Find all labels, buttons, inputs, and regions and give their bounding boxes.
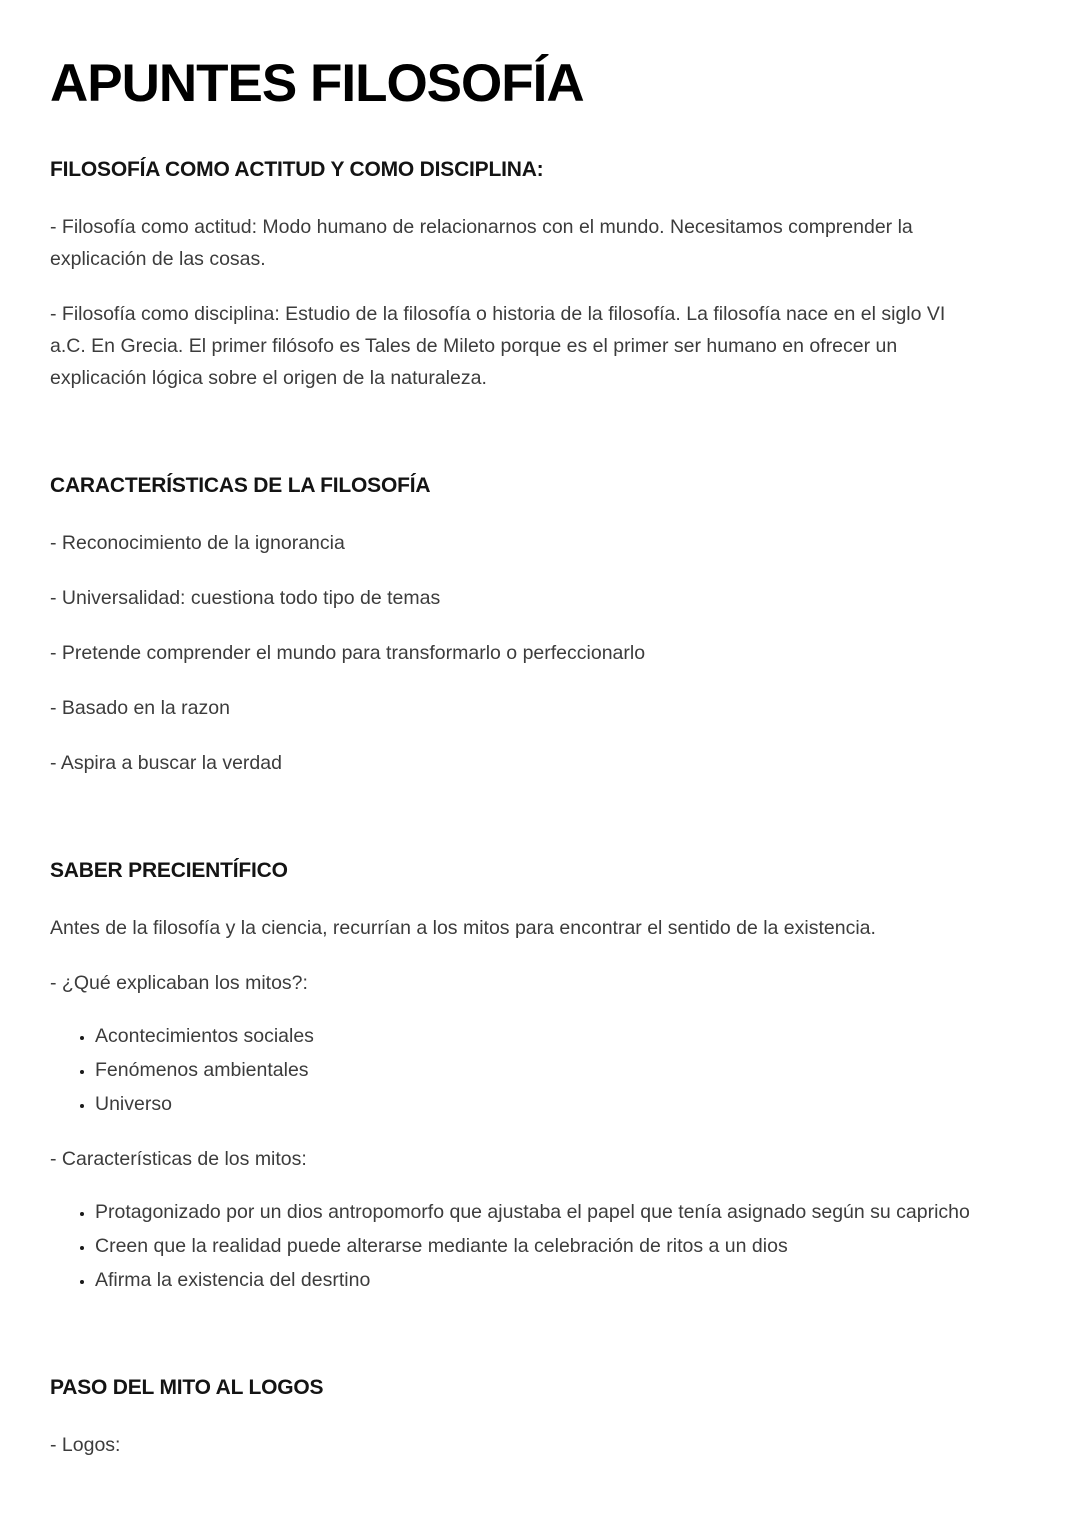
section-heading: CARACTERÍSTICAS DE LA FILOSOFÍA — [50, 474, 431, 497]
paragraph: - Filosofía como disciplina: Estudio de la filosofía o historia de la filosofía. La filosofía nace en el siglo VI a.C. En Grecia. El primer filósofo es Tales de Mileto porque es el primer ser humano en ofrecer un explicación lógica sobre el origen de la naturaleza. — [50, 303, 946, 389]
paragraph: - Basado en la razon — [50, 697, 230, 719]
paragraph: - Aspira a buscar la verdad — [50, 752, 282, 774]
paragraph: - Universalidad: cuestiona todo tipo de temas — [50, 587, 441, 609]
paragraph: - ¿Qué explicaban los mitos?: — [50, 972, 308, 994]
paragraph: - Reconocimiento de la ignorancia — [50, 532, 345, 554]
paragraph: - Logos: — [50, 1434, 121, 1456]
section-heading: SABER PRECIENTÍFICO — [50, 859, 288, 882]
list-item: • Acontecimientos sociales — [95, 1021, 985, 1052]
document-content — [50, 156, 985, 1461]
section-heading: PASO DEL MITO AL LOGOS — [50, 1376, 324, 1399]
document-title: APUNTES FILOSOFÍA — [50, 54, 584, 113]
list-item: • Protagonizado por un dios antropomorfo que ajustaba el papel que tenía asignado según su capricho — [95, 1197, 985, 1228]
bullet-list — [50, 1021, 985, 1120]
bullet-list — [50, 1197, 985, 1296]
paragraph: - Pretende comprender el mundo para transformarlo o perfeccionarlo — [50, 642, 646, 664]
paragraph: - Características de los mitos: — [50, 1148, 307, 1170]
paragraph: Antes de la filosofía y la ciencia, recurrían a los mitos para encontrar el sentido de la existencia. — [50, 917, 876, 939]
list-item: • Fenómenos ambientales — [95, 1055, 985, 1086]
list-item: • Afirma la existencia del desrtino — [95, 1265, 985, 1296]
paragraph: - Filosofía como actitud: Modo humano de relacionarnos con el mundo. Necesitamos comprender la explicación de las cosas. — [50, 216, 913, 270]
list-item: • Creen que la realidad puede alterarse mediante la celebración de ritos a un dios — [95, 1231, 985, 1262]
list-item: • Universo — [95, 1089, 985, 1120]
section-heading: FILOSOFÍA COMO ACTITUD Y COMO DISCIPLINA: — [50, 158, 544, 181]
